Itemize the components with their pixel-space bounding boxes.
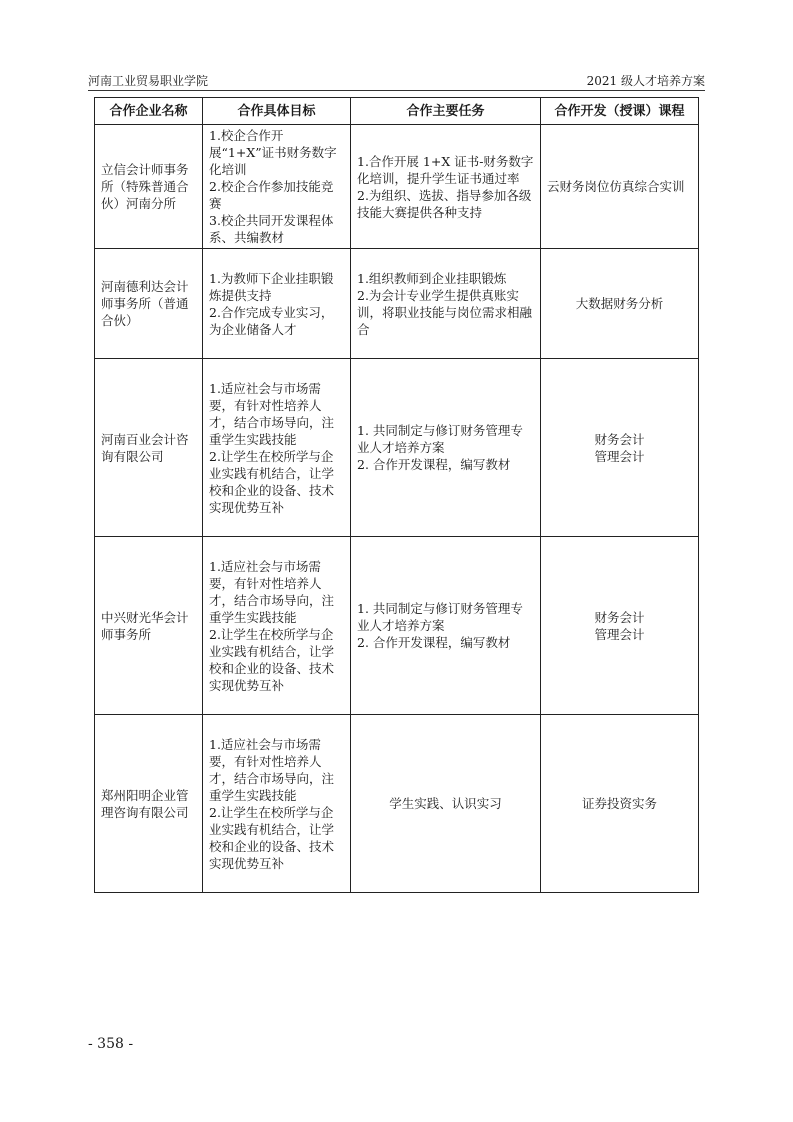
task-item: 2. 合作开发课程，编写教材 (357, 457, 511, 472)
company-name: 河南德利达会计师事务所（普通合伙） (95, 249, 203, 359)
goals-cell (203, 537, 351, 715)
task-item: 1. 共同制定与修订财务管理专业人才培养方案 (357, 601, 523, 633)
goal-item: 1.校企合作开展“1+X”证书财务数字化培训 (209, 128, 337, 177)
company-name: 中兴财光华会计师事务所 (95, 537, 203, 715)
goal-item: 2.合作完成专业实习，为企业储备人才 (209, 304, 334, 337)
table-header-row (95, 98, 699, 125)
goals-cell (203, 359, 351, 537)
tasks-cell (351, 359, 541, 537)
column-header: 合作主要任务 (351, 98, 541, 125)
task-item: 2.为组织、选拔、指导参加各级技能大赛提供各种支持 (357, 187, 532, 220)
header-plan-title: 2021 级人才培养方案 (586, 74, 705, 88)
goals-cell (203, 125, 351, 249)
course-item: 管理会计 (594, 626, 645, 642)
company-name: 河南百业会计咨询有限公司 (95, 359, 203, 537)
courses-cell (541, 537, 699, 715)
courses-cell (541, 249, 699, 359)
table-row (95, 125, 699, 249)
courses-cell (541, 125, 699, 249)
course-item: 管理会计 (594, 448, 645, 464)
header-school: 河南工业贸易职业学院 (88, 74, 209, 88)
tasks-cell (351, 715, 541, 893)
goal-item: 2.让学生在校所学与企业实践有机结合，让学校和企业的设备、技术实现优势互补 (209, 804, 335, 871)
courses-cell (541, 715, 699, 893)
goal-item: 1.适应社会与市场需要，有针对性培养人才，结合市场导向，注重学生实践技能 (209, 736, 335, 803)
course-item: 财务会计 (594, 431, 645, 447)
table-row (95, 249, 699, 359)
tasks-cell (351, 249, 541, 359)
column-header: 合作企业名称 (95, 98, 203, 125)
table-row (95, 715, 699, 893)
goal-item: 1.为教师下企业挂职锻炼提供支持 (209, 270, 334, 303)
course-item: 证券投资实务 (581, 796, 657, 811)
company-name: 立信会计师事务所（特殊普通合伙）河南分所 (95, 125, 203, 249)
cooperation-table (94, 97, 699, 893)
goal-item: 1.适应社会与市场需要，有针对性培养人才，结合市场导向，注重学生实践技能 (209, 558, 335, 625)
tasks-cell (351, 125, 541, 249)
courses-cell (541, 359, 699, 537)
page-header (88, 72, 705, 91)
table-row (95, 359, 699, 537)
column-header: 合作具体目标 (203, 98, 351, 125)
goal-item: 3.校企共同开发课程体系、共编教材 (209, 213, 334, 245)
table-row (95, 537, 699, 715)
course-item: 云财务岗位仿真综合实训 (547, 179, 685, 194)
company-name: 郑州阳明企业管理咨询有限公司 (95, 715, 203, 893)
tasks-cell (351, 537, 541, 715)
course-item: 大数据财务分析 (575, 296, 664, 311)
goal-item: 2.校企合作参加技能竞赛 (209, 179, 334, 211)
goals-cell (203, 249, 351, 359)
task-item: 2. 合作开发课程，编写教材 (357, 635, 511, 650)
task-item: 1.组织教师到企业挂职锻炼 (357, 270, 507, 286)
task-item: 学生实践、认识实习 (389, 796, 502, 811)
task-item: 1. 共同制定与修订财务管理专业人才培养方案 (357, 423, 523, 455)
goal-item: 2.让学生在校所学与企业实践有机结合，让学校和企业的设备、技术实现优势互补 (209, 626, 335, 693)
goal-item: 1.适应社会与市场需要，有针对性培养人才，结合市场导向，注重学生实践技能 (209, 380, 335, 447)
goal-item: 2.让学生在校所学与企业实践有机结合，让学校和企业的设备、技术实现优势互补 (209, 448, 335, 515)
course-item: 财务会计 (594, 609, 645, 625)
page-number: - 358 - (88, 1036, 134, 1052)
task-item: 2.为会计专业学生提供真账实训，将职业技能与岗位需求相融合 (357, 287, 533, 337)
column-header: 合作开发（授课）课程 (541, 98, 699, 125)
task-item: 1.合作开展 1+X 证书-财务数字化培训，提升学生证书通过率 (357, 153, 534, 186)
goals-cell (203, 715, 351, 893)
